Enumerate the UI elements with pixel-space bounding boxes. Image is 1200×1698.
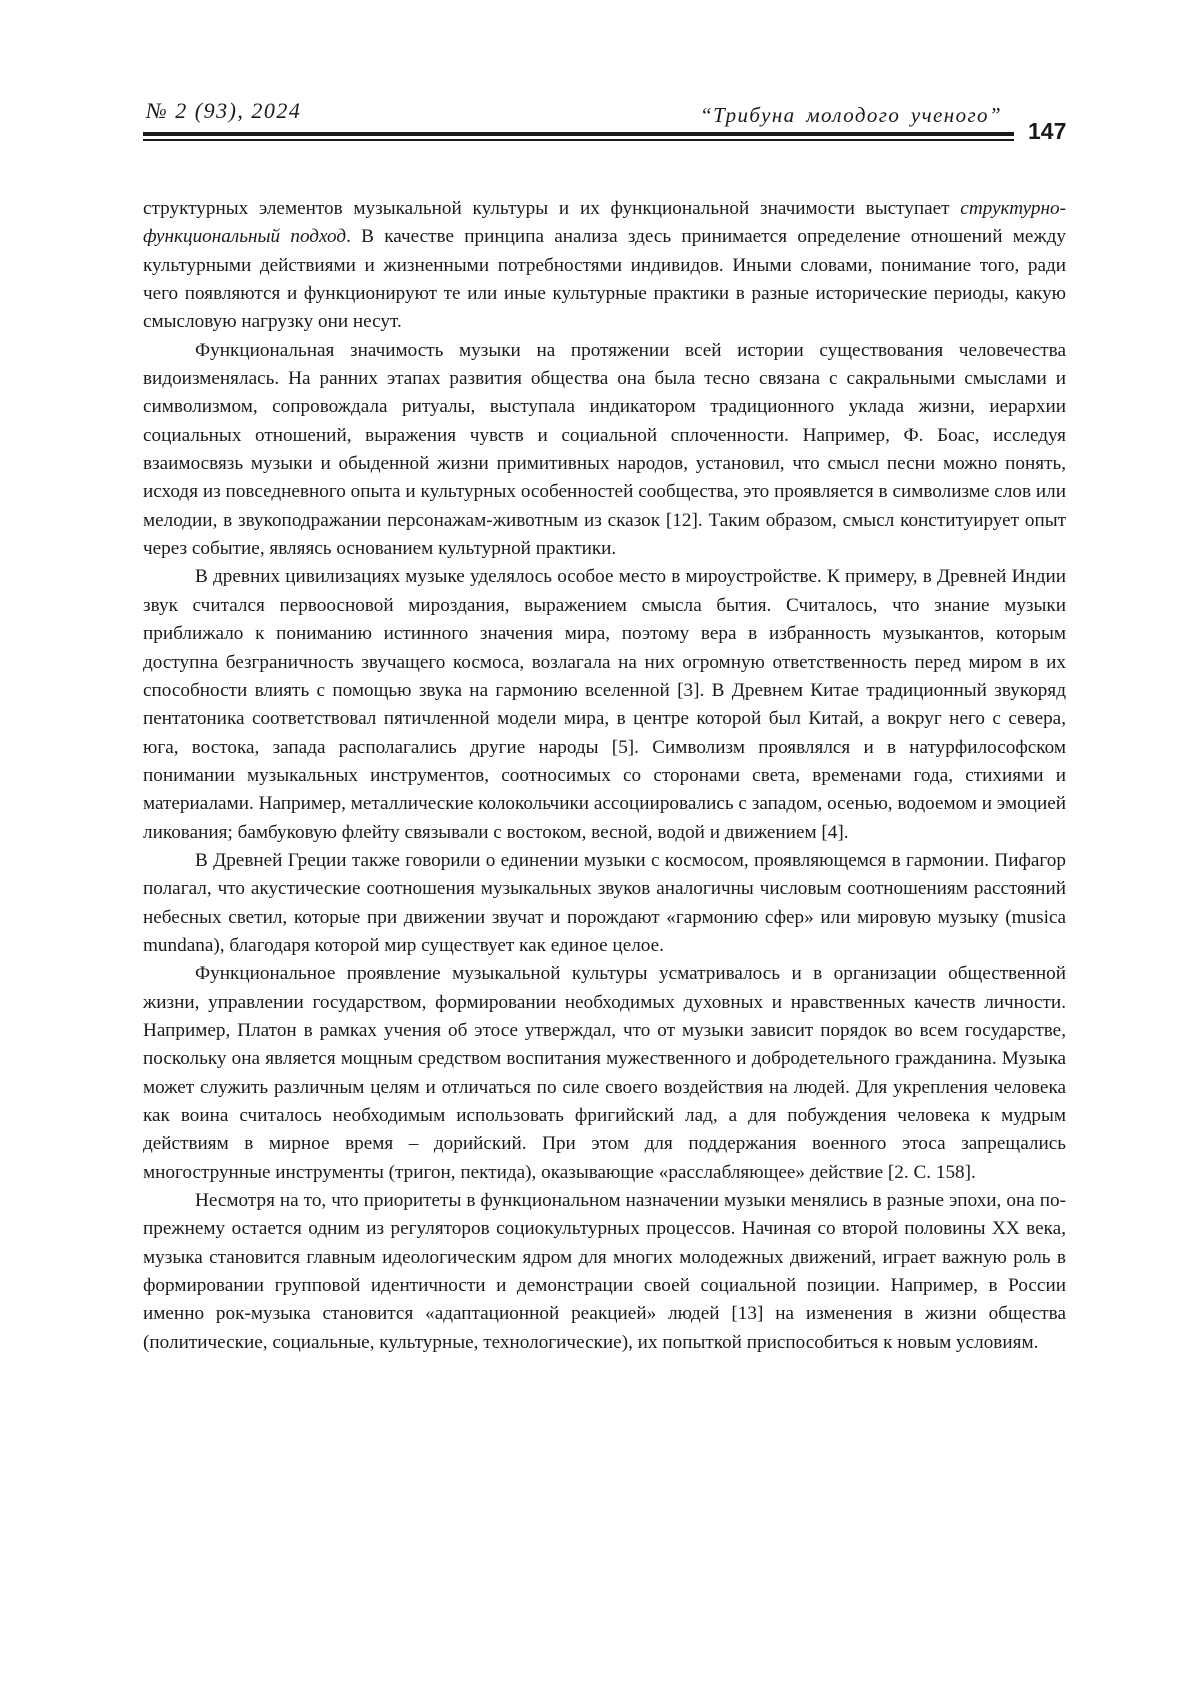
paragraph: Функциональная значимость музыки на протяжении всей истории существования человечества видоизменялась. На ранних этапах развития общества она была тесно связана с сакральными смыслами и символизмом, сопровождала ритуалы, выступала индикатором традиционного уклада жизни, иерархии социальных отношений, выражения чувств и социальной сплоченности. Например, Ф. Боас, исследуя взаимосвязь музыки и обыденной жизни примитивных народов, установил, что смысл песни можно понять, исходя из повседневного опыта и культурных особенностей сообщества, это проявляется в символизме слов или мелодии, в звукоподражании персонажам-животным из сказок [12]. Таким образом, смысл конституирует опыт через событие, являясь основанием культурной практики. xyxy=(143,339,1066,560)
running-header xyxy=(0,0,1200,150)
paragraph: В древних цивилизациях музыке уделялось особое место в мироустройстве. К примеру, в Древней Индии звук считался первоосновой мироздания, выражением смысла бытия. Считалось, что знание музыки приближало к пониманию истинного значения мира, поэтому вера в избранность музыкантов, которым доступна безграничность звучащего космоса, возлагала на них огромную ответственность перед миром в их способности влиять с помощью звука на гармонию вселенной [3]. В Древнем Китае традиционный звукоряд пентатоника соответствовал пятичленной модели мира, в центре которой был Китай, а вокруг него с севера, юга, востока, запада располагались другие народы [5]. Символизм проявлялся и в натурфилософском понимании музыкальных инструментов, соотносимых со сторонами света, временами года, стихиями и материалами. Например, металлические колокольчики ассоциировались с западом, осенью, водоемом и эмоцией ликования; бамбуковую флейту связывали с востоком, весной, водой и движением [4]. xyxy=(143,566,1066,843)
paragraph-text: структурных элементов музыкальной культуры и их функциональной значимости выступает xyxy=(143,198,961,219)
header-rule-thin xyxy=(143,139,1014,141)
paragraph: В Древней Греции также говорили о единении музыки с космосом, проявляющемся в гармонии. Пифагор полагал, что акустические соотношения музыкальных звуков аналогичны числовым соотношениям расстояний небесных светил, которые при движении звучат и порождают «гармонию сфер» или мировую музыку (musica mundana), благодаря которой мир существует как единое целое. xyxy=(143,849,1066,956)
paragraph xyxy=(143,195,1066,337)
journal-title: “Трибуна молодого ученого” xyxy=(700,103,1003,127)
emphasized-term: структурно-функциональный подход xyxy=(143,198,1066,248)
header-rule-thick xyxy=(143,132,1014,136)
paragraph-text: . В качестве принципа анализа здесь принимается определение отношений между культурными действиями и жизненными потребностями индивидов. Иными словами, понимание того, ради чего появляются и функционируют те или иные культурные практики в разные исторические периоды, какую смысловую нагрузку они несут. xyxy=(143,226,1066,333)
page-number: 147 xyxy=(1028,118,1067,144)
paragraph: Несмотря на то, что приоритеты в функциональном назначении музыки менялись в разные эпохи, она по-прежнему остается одним из регуляторов социокультурных процессов. Начиная со второй половины XX века, музыка становится главным идеологическим ядром для многих молодежных движений, играет важную роль в формировании групповой идентичности и демонстрации своей социальной позиции. Например, в России именно рок-музыка становится «адаптационной реакцией» людей [13] на изменения в жизни общества (политические, социальные, культурные, технологические), их попыткой приспособиться к новым условиям. xyxy=(143,1190,1066,1353)
issue-number: № 2 (93), 2024 xyxy=(146,98,302,123)
article-body xyxy=(143,195,1066,1357)
paragraph: Функциональное проявление музыкальной культуры усматривалось и в организации общественной жизни, управлении государством, формировании необходимых духовных и нравственных качеств личности. Например, Платон в рамках учения об этосе утверждал, что от музыки зависит порядок во всем государстве, поскольку она является мощным средством воспитания мужественного и добродетельного гражданина. Музыка может служить различным целям и отличаться по силе своего воздействия на людей. Для укрепления человека как воина считалось необходимым использовать фригийский лад, а для побуждения человека к мудрым действиям в мирное время – дорийский. При этом для поддержания военного этоса запрещались многострунные инструменты (тригон, пектида), оказывающие «расслабляющее» действие [2. С. 158]. xyxy=(143,963,1066,1183)
